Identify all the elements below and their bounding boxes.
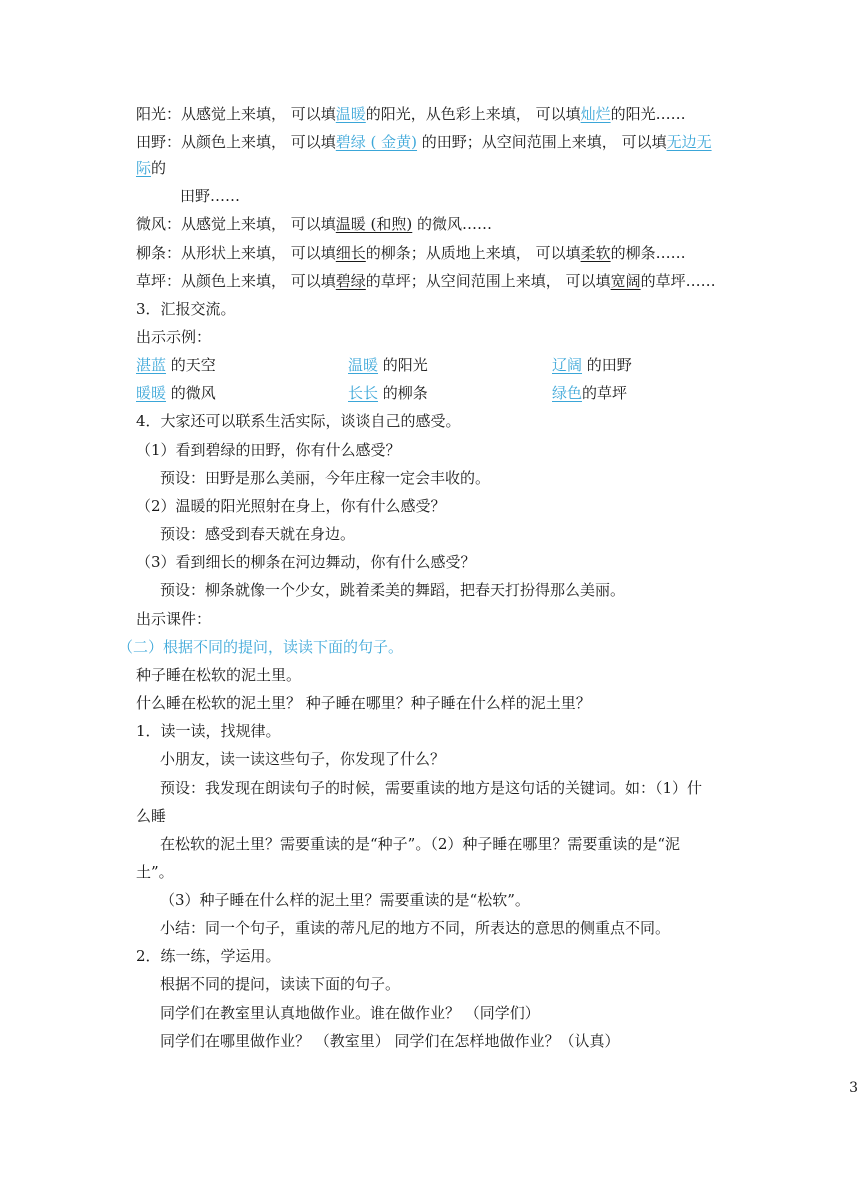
question-1: （1）看到碧绿的田野，你有什么感受？	[136, 441, 401, 459]
question-3: （3）看到细长的柳条在河边舞动，你有什么感受？	[136, 553, 476, 571]
fill-line-field: 田野：从颜色上来填， 可以填碧绿 ( 金黄) 的田野；从空间范围上来填， 可以填无边无	[136, 133, 712, 151]
step-4: 4．大家还可以联系生活实际，谈谈自己的感受。	[136, 412, 461, 430]
fill-line-willow: 柳条：从形状上来填， 可以填细长的柳条；从质地上来填， 可以填柔软的柳条……	[136, 244, 686, 262]
fill-line-breeze: 微风：从感觉上来填， 可以填温暖 (和煦) 的微风……	[136, 215, 493, 233]
step-2: 2．练一练，学运用。	[136, 947, 281, 965]
show-example-label: 出示示例：	[136, 328, 212, 346]
sentence-1: 种子睡在松软的泥土里。	[136, 666, 302, 684]
practice-intro: 根据不同的提问，读读下面的句子。	[160, 975, 401, 993]
section-heading: （二）根据不同的提问，读读下面的句子。	[118, 638, 404, 656]
preset-line-b: 么睡	[136, 807, 167, 825]
ask-line: 小朋友，读一读这些句子，你发现了什么？	[160, 750, 446, 768]
example-item: 长长 的柳条	[348, 384, 428, 402]
answer-2: 预设：感受到春天就在身边。	[160, 525, 356, 543]
preset-line-c: 在松软的泥土里？需要重读的是“种子”。（2）种子睡在哪里？需要重读的是“泥	[160, 835, 681, 853]
preset-line-d: 土”。	[136, 863, 174, 881]
answer-3: 预设：柳条就像一个少女，跳着柔美的舞蹈，把春天打扮得那么美丽。	[160, 581, 626, 599]
practice-1: 同学们在教室里认真地做作业。谁在做作业？ （同学们）	[160, 1004, 540, 1022]
preset-line-e: （3）种子睡在什么样的泥土里？需要重读的是“松软”。	[160, 891, 530, 909]
courseware-label: 出示课件：	[136, 610, 212, 628]
fill-line-field-wrap: 际的	[136, 159, 167, 177]
sentence-2: 什么睡在松软的泥土里？ 种子睡在哪里？种子睡在什么样的泥土里？	[136, 694, 591, 712]
page-number: 3	[849, 1080, 858, 1096]
practice-2: 同学们在哪里做作业？ （教室里） 同学们在怎样地做作业？（认真）	[160, 1032, 620, 1050]
answer-1: 预设：田野是那么美丽，今年庄稼一定会丰收的。	[160, 469, 491, 487]
fill-line-field-cont: 田野……	[180, 187, 241, 205]
example-item: 暖暖 的微风	[136, 384, 216, 402]
preset-line-a: 预设：我发现在朗读句子的时候，需要重读的地方是这句话的关键词。如：（1）什	[160, 779, 703, 797]
step-1: 1．读一读，找规律。	[136, 722, 281, 740]
example-item: 绿色的草坪	[552, 384, 628, 402]
fill-line-lawn: 草坪：从颜色上来填， 可以填碧绿的草坪；从空间范围上来填， 可以填宽阔的草坪……	[136, 272, 716, 290]
example-item: 温暖 的阳光	[348, 356, 428, 374]
example-item: 辽阔 的田野	[552, 356, 632, 374]
fill-line-sunshine: 阳光：从感觉上来填， 可以填温暖的阳光，从色彩上来填， 可以填灿烂的阳光……	[136, 105, 686, 123]
step-3: 3．汇报交流。	[136, 300, 236, 318]
question-2: （2）温暖的阳光照射在身上，你有什么感受？	[136, 497, 446, 515]
example-item: 湛蓝 的天空	[136, 356, 216, 374]
summary-line: 小结：同一个句子，重读的蒂凡尼的地方不同，所表达的意思的侧重点不同。	[160, 919, 671, 937]
